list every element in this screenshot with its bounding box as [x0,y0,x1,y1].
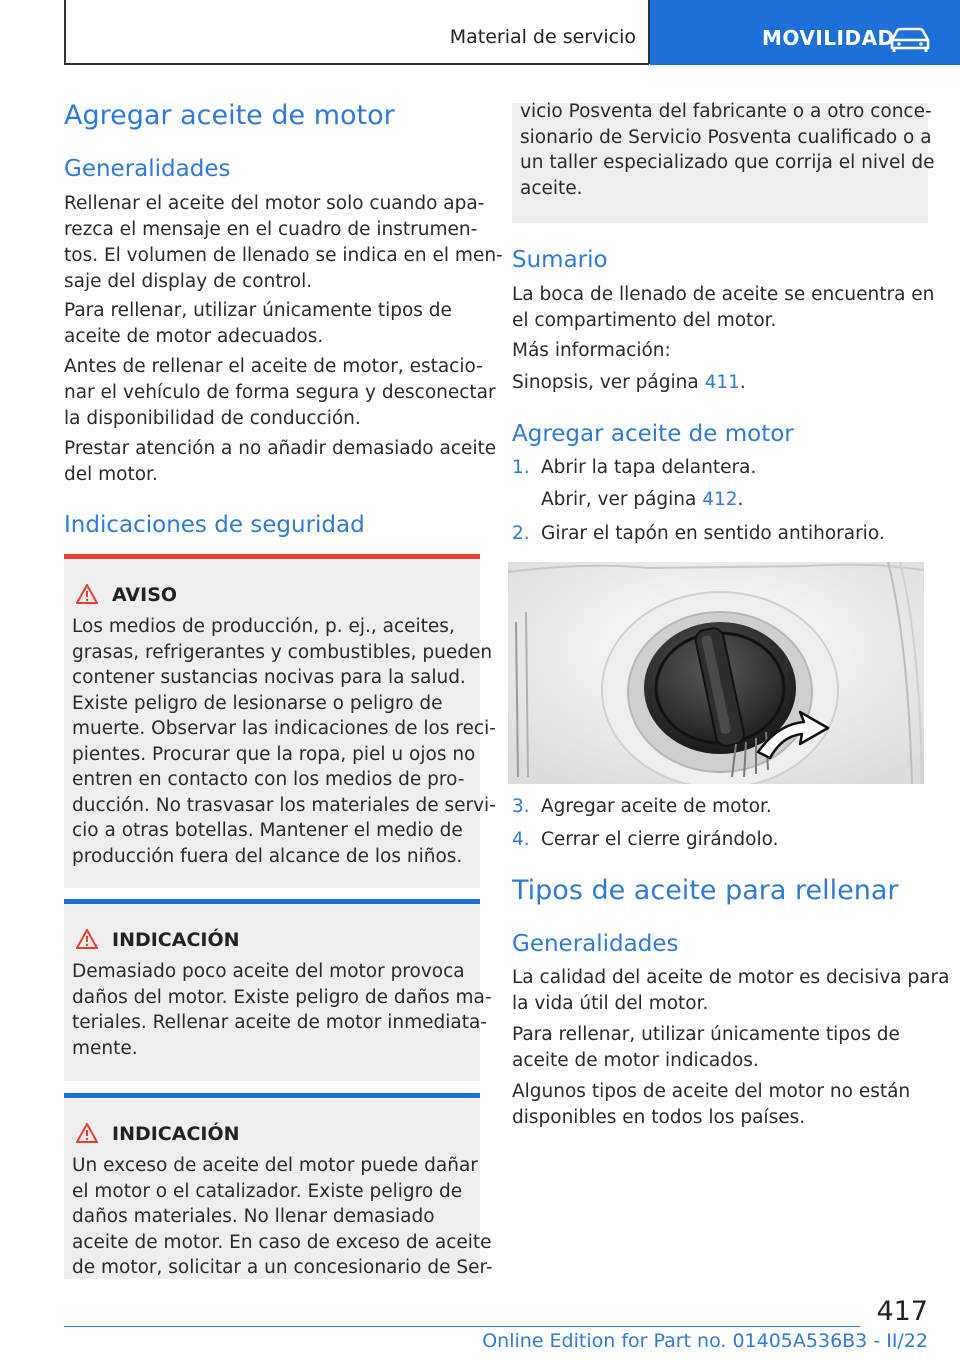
agregar-heading: Agregar aceite de motor [512,421,794,447]
text-line: Existe peligro de lesionarse o peligro de [72,692,443,714]
step-number: 2. [512,523,530,544]
warning-icon [76,929,98,954]
text-span: Abrir, ver página [541,489,703,510]
page-number: 417 [876,1296,928,1327]
text-line: producción fuera del alcance de los niños. [72,845,463,867]
step-subtext [541,489,743,510]
notice-text [72,1153,493,1281]
text-line: sionario de Servicio Posventa cualificado o a [520,126,932,148]
notice-box [64,1093,493,1279]
tipos-general-heading: Generalidades [512,931,679,957]
notice-rule [64,899,480,904]
notice-text [520,99,934,201]
sumario-heading: Sumario [512,247,608,273]
text-line: Los medios de producción, p. ej., aceites, [72,616,455,637]
tipos-heading: Tipos de aceite para rellenar [512,875,899,906]
text-line: tos. El volumen de llenado se indica en el men- [64,245,503,266]
step-number: 3. [512,796,530,817]
text-line: ducción. No trasvasar los materiales de servi- [72,794,496,816]
paragraph [64,191,503,295]
general-heading: Generalidades [64,156,231,182]
text-line: el compartimento del motor. [512,310,777,331]
safety-heading: Indicaciones de seguridad [64,512,365,538]
notice-text [72,959,492,1061]
text-line: entren en contacto con los medios de pro- [72,769,465,790]
page-link[interactable]: 411 [704,372,740,393]
text-line: Prestar atención a no añadir demasiado aceite [64,438,497,459]
text-line: grasas, refrigerantes y combustibles, pueden [72,641,493,663]
text-line: daños materiales. No llenar demasiado [72,1206,435,1227]
text-span: . [737,489,744,510]
text-line: Antes de rellenar el aceite de motor, estacio- [64,356,483,377]
text-line: Para rellenar, utilizar únicamente tipos de [512,1024,900,1045]
text-line: Para rellenar, utilizar únicamente tipos de [64,300,452,321]
header-left-rule [64,0,66,64]
text-line: aceite de motor. En caso de exceso de aceite [72,1231,492,1253]
warning-text [72,614,496,869]
text-line: mente. [72,1037,138,1059]
paragraph [512,965,949,1017]
text-line: La calidad del aceite de motor es decisiva para [512,967,950,988]
text-line: el motor o el catalizador. Existe peligro de [72,1180,463,1202]
warning-label: AVISO [112,584,178,606]
warning-rule [64,554,480,559]
step-text: Cerrar el cierre girándolo. [541,829,779,850]
chapter-tab[interactable] [650,0,960,65]
text-line: un taller especializado que corrija el nivel de [520,152,935,173]
text-line: de motor, solicitar a un concesionario de Ser- [72,1257,493,1278]
car-icon [888,27,932,57]
text-line: Un exceso de aceite del motor puede dañar [72,1155,478,1176]
notice-box [64,899,492,1081]
page-heading: Agregar aceite de motor [64,100,395,131]
warning-box [64,554,496,888]
text-line: La boca de llenado de aceite se encuentra en [512,284,935,305]
text-line: la disponibilidad de conducción. [64,408,361,429]
warning-title [76,584,177,609]
notice-title [76,1123,240,1148]
warning-icon [76,1123,98,1148]
text-line: aceite. [520,177,583,199]
text-line: daños del motor. Existe peligro de daños ma- [72,986,492,1008]
warning-icon [76,584,98,609]
text-line: vicio Posventa del fabricante o a otro conce- [520,101,932,122]
notice-box-continued [512,101,935,223]
step-number: 1. [512,457,530,478]
text-line: muerte. Observar las indicaciones de los reci- [72,718,496,739]
paragraph [64,298,452,350]
text-span: . [739,372,746,393]
text-line: aceite de motor adecuados. [64,326,324,347]
footer-rule [64,1326,860,1327]
page-link[interactable]: 412 [702,489,738,510]
paragraph [64,436,496,488]
step-text: Agregar aceite de motor. [541,796,772,817]
text-line: nar el vehículo de forma segura y desconectar [64,382,496,403]
step-text: Abrir la tapa delantera. [541,457,757,478]
notice-label: INDICACIÓN [112,929,240,951]
text-line: rezca el mensaje en el cuadro de instrumen- [64,219,478,240]
oil-cap-illustration [508,562,924,784]
text-line: cio a otras botellas. Mantener el medio de [72,820,463,841]
notice-title [76,929,240,954]
text-line: contener sustancias nocivas para la salud. [72,667,466,688]
notice-label: INDICACIÓN [112,1123,240,1145]
text-line: saje del display de control. [64,271,313,292]
text-line: Demasiado poco aceite del motor provoca [72,961,465,982]
text-line: del motor. [64,464,158,485]
paragraph [64,354,496,432]
paragraph [512,370,746,396]
chapter-label: MOVILIDAD [762,26,895,50]
section-title: Material de servicio [449,26,636,48]
paragraph [512,1079,910,1131]
step-text: Girar el tapón en sentido antihorario. [541,523,885,544]
more-info-label: Más información: [512,340,671,361]
text-line: teriales. Rellenar aceite de motor inmediata- [72,1012,487,1033]
text-line: aceite de motor indicados. [512,1050,759,1071]
text-line: disponibles en todos los países. [512,1107,806,1128]
text-line: Rellenar el aceite del motor solo cuando apa- [64,193,485,214]
notice-rule [64,1093,480,1098]
text-line: la vida útil del motor. [512,993,709,1014]
text-line: pientes. Procurar que la ropa, piel u ojos no [72,743,476,765]
paragraph [512,1022,900,1074]
step-number: 4. [512,829,530,850]
header-bottom-rule [64,63,649,65]
text-span: Sinopsis, ver página [512,372,705,393]
text-line: Algunos tipos de aceite del motor no están [512,1081,911,1102]
paragraph [512,282,934,334]
edition-label: Online Edition for Part no. 01405A536B3 - II/22 [482,1330,928,1352]
